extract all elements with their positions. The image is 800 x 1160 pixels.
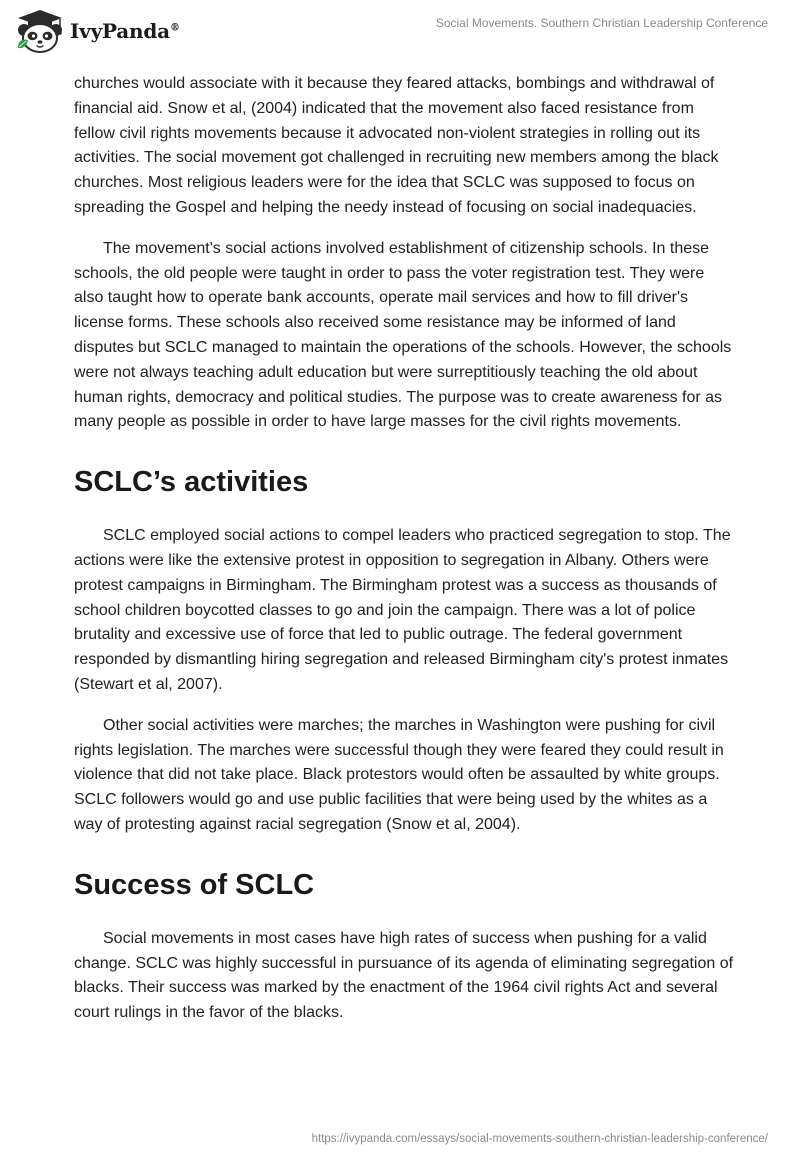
source-url[interactable]: https://ivypanda.com/essays/social-movements-southern-christian-leadership-conference/	[311, 1133, 768, 1145]
paragraph: Social movements in most cases have high rates of success when pushing for a valid change. SCLC was highly successful in pursuance of its agenda of eliminating segregation of blacks. Their success was marked by the enactment of the 1964 civil rights Act and several court rulings in the favor of the blacks.	[74, 929, 734, 1022]
paragraph: Other social activities were marches; the marches in Washington were pushing for civil rights legislation. The marches were successful though they were feared they could result in violence that did not take place. Black protestors would often be assaulted by white groups. SCLC followers would go and use public facilities that were being used by the whites as a way of protesting against racial segregation (Snow et al, 2004).	[74, 716, 724, 833]
registered-mark: ®	[169, 22, 180, 34]
panda-graduate-icon	[14, 8, 66, 54]
logo-wordmark: IvyPanda®	[70, 19, 180, 43]
section-heading-success: Success of SCLC	[74, 868, 315, 901]
section-heading-activities: SCLC’s activities	[74, 466, 309, 499]
ivypanda-logo[interactable]	[14, 8, 180, 54]
page-header	[0, 0, 800, 64]
paragraph: SCLC employed social actions to compel leaders who practiced segregation to stop. The actions were like the extensive protest in opposition to segregation in Albany. Others were protest campaigns in Birmingham. The Birmingham protest was a success as thousands of school children boycotted classes to go and join the campaign. There was a lot of police brutality and excessive use of force that led to public outrage. The federal government responded by dismantling hiring segregation and released Birmingham city's protest inmates (Stewart et al, 2007).	[74, 527, 731, 693]
document-title: Social Movements. Southern Christian Leadership Conference	[435, 16, 768, 30]
paragraph: The movement's social actions involved establishment of citizenship schools. In these schools, the old people were taught in order to pass the voter registration test. They were also taught how to operate bank accounts, operate mail services and how to fill driver's license forms. These schools also received some resistance may be informed of land disputes but SCLC managed to maintain the operations of the schools. However, the schools were not always teaching adult education but were surreptitiously teaching the old about human rights, democracy and political studies. The purpose was to create awareness for as many people as possible in order to have large masses for the civil rights movements.	[74, 239, 732, 431]
article-body	[74, 72, 734, 1042]
paragraph: churches would associate with it because they feared attacks, bombings and withdrawal of financial aid. Snow et al, (2004) indicated that the movement also faced resistance from fellow civil rights movements because it advocated non-violent strategies in rolling out its activities. The social movement got challenged in recruiting new members among the black churches. Most religious leaders were for the idea that SCLC was supposed to focus on spreading the Gospel and helping the needy instead of focusing on social inadequacies.	[74, 75, 719, 216]
